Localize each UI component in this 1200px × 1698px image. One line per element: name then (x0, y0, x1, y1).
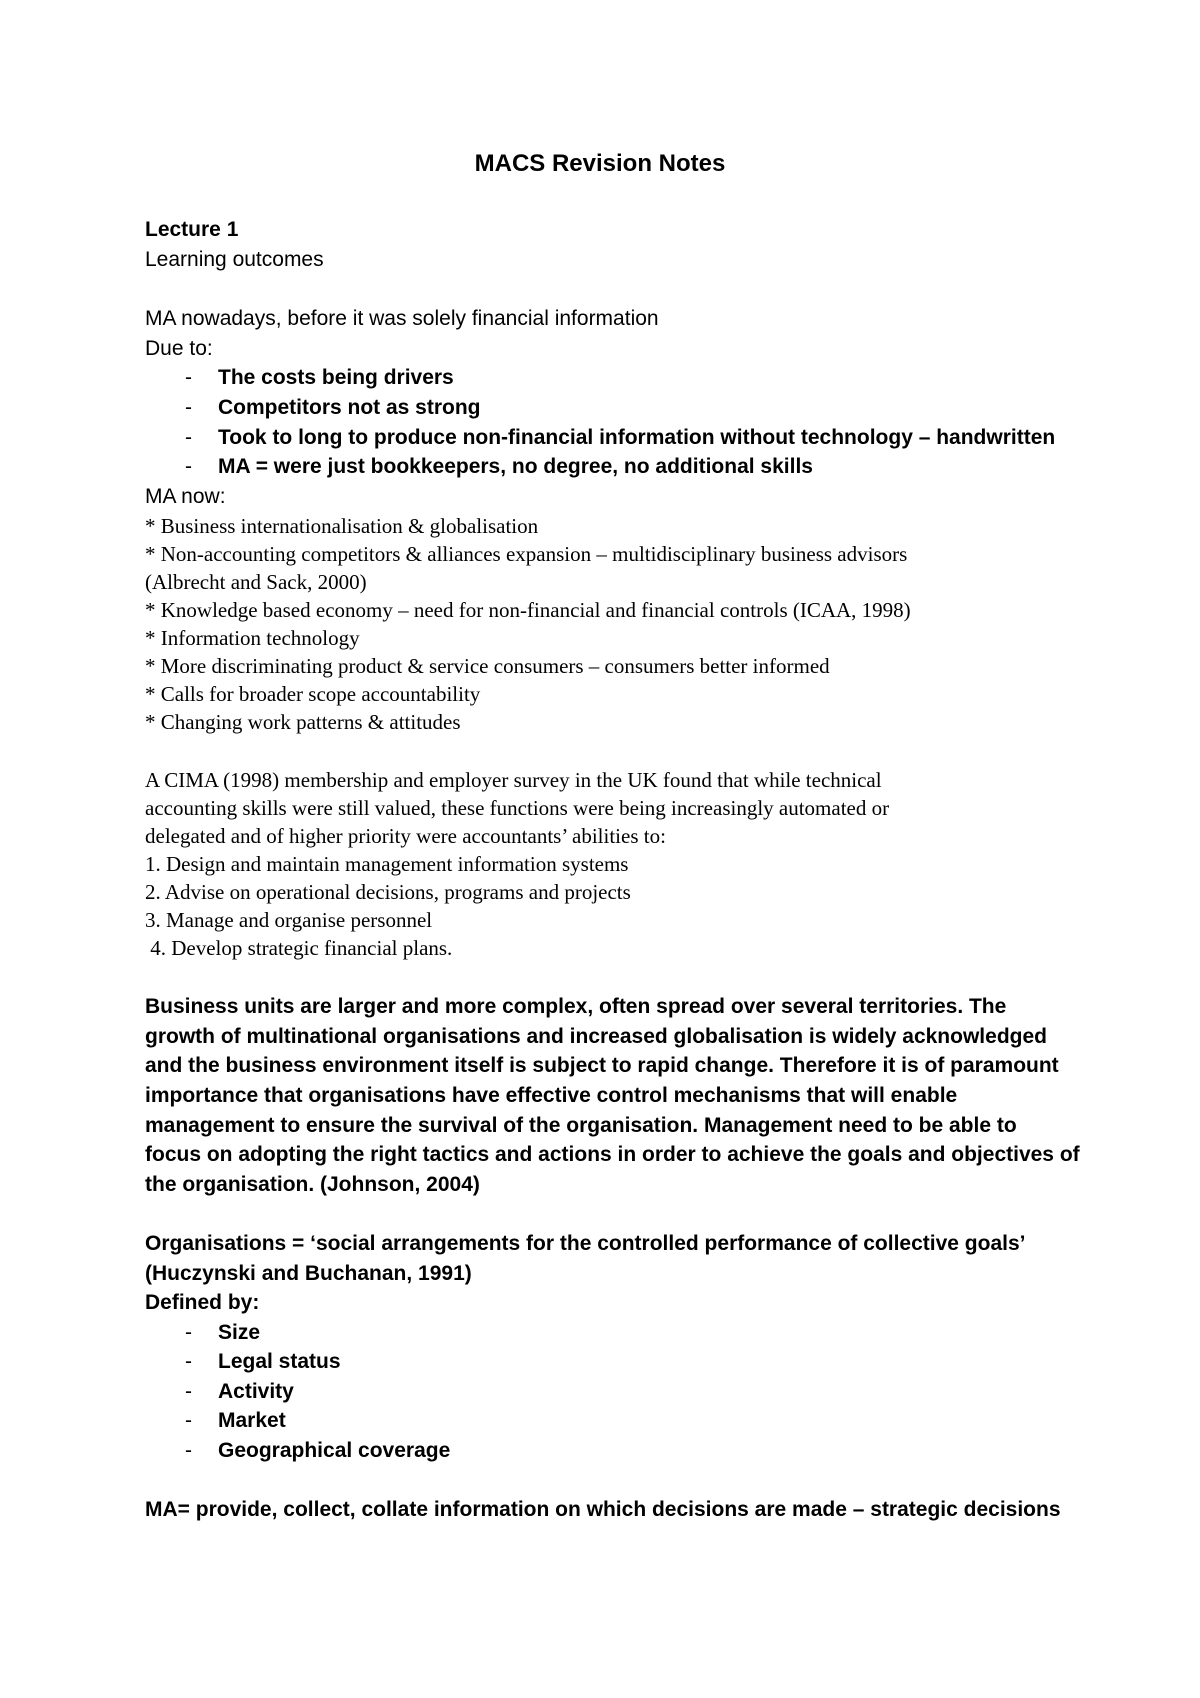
list-dash: - (185, 455, 192, 478)
ma-now-line: * Changing work patterns & attitudes (145, 710, 461, 734)
organisations-line: (Huczynski and Buchanan, 1991) (145, 1262, 472, 1285)
cima-line: accounting skills were still valued, these functions were being increasingly automated or (145, 796, 890, 820)
ma-now-line: * Non-accounting competitors & alliances expansion – multidisciplinary business advisors (145, 542, 908, 566)
cima-line: A CIMA (1998) membership and employer survey in the UK found that while technical (145, 768, 882, 792)
ma-now-label: MA now: (145, 485, 226, 508)
list-dash: - (185, 1409, 192, 1432)
business-paragraph-line: importance that organisations have effective control mechanisms that will enable (145, 1084, 958, 1107)
business-paragraph-line: the organisation. (Johnson, 2004) (145, 1173, 480, 1196)
ma-now-line: * Knowledge based economy – need for non-financial and financial controls (ICAA, 1998) (145, 598, 911, 622)
ma-nowadays-line: MA nowadays, before it was solely financial information (145, 307, 659, 330)
learning-outcomes-label: Learning outcomes (145, 248, 324, 271)
lecture-heading: Lecture 1 (145, 218, 239, 241)
business-paragraph-line: focus on adopting the right tactics and actions in order to achieve the goals and objectives of (145, 1143, 1080, 1166)
page-title: MACS Revision Notes (474, 150, 726, 177)
list-item: Geographical coverage (218, 1439, 451, 1462)
list-item: Market (218, 1409, 286, 1432)
list-item: Took to long to produce non-financial information without technology – handwritten (218, 426, 1056, 449)
list-dash: - (185, 1321, 192, 1344)
list-dash: - (185, 426, 192, 449)
list-item: Competitors not as strong (218, 396, 481, 419)
list-item: The costs being drivers (218, 366, 454, 389)
cima-line: 4. Develop strategic financial plans. (145, 936, 453, 960)
ma-now-line: * More discriminating product & service consumers – consumers better informed (145, 654, 830, 678)
cima-line: delegated and of higher priority were accountants’ abilities to: (145, 824, 666, 848)
list-dash: - (185, 1439, 192, 1462)
business-paragraph-line: growth of multinational organisations and increased globalisation is widely acknowledged (145, 1025, 1047, 1048)
list-dash: - (185, 1350, 192, 1373)
ma-now-line: * Calls for broader scope accountability (145, 682, 481, 706)
ma-definition-line: MA= provide, collect, collate information on which decisions are made – strategic decisions (145, 1498, 1061, 1521)
due-to-label: Due to: (145, 337, 213, 360)
list-item: Activity (218, 1380, 294, 1403)
defined-by-label: Defined by: (145, 1291, 260, 1314)
business-paragraph-line: and the business environment itself is subject to rapid change. Therefore it is of paramount (145, 1054, 1059, 1077)
cima-line: 3. Manage and organise personnel (145, 908, 433, 932)
list-dash: - (185, 1380, 192, 1403)
cima-line: 1. Design and maintain management information systems (145, 852, 629, 876)
ma-now-line: * Business internationalisation & globalisation (145, 514, 539, 538)
list-item: Legal status (218, 1350, 341, 1373)
organisations-line: Organisations = ‘social arrangements for the controlled performance of collective goals’ (145, 1232, 1026, 1255)
ma-now-line: * Information technology (145, 626, 360, 650)
list-dash: - (185, 396, 192, 419)
cima-line: 2. Advise on operational decisions, programs and projects (145, 880, 631, 904)
business-paragraph-line: management to ensure the survival of the organisation. Management need to be able to (145, 1114, 1017, 1137)
list-dash: - (185, 366, 192, 389)
ma-now-line: (Albrecht and Sack, 2000) (145, 570, 367, 594)
list-item: MA = were just bookkeepers, no degree, no additional skills (218, 455, 813, 478)
business-paragraph-line: Business units are larger and more complex, often spread over several territories. The (145, 995, 1007, 1018)
list-item: Size (218, 1321, 261, 1344)
